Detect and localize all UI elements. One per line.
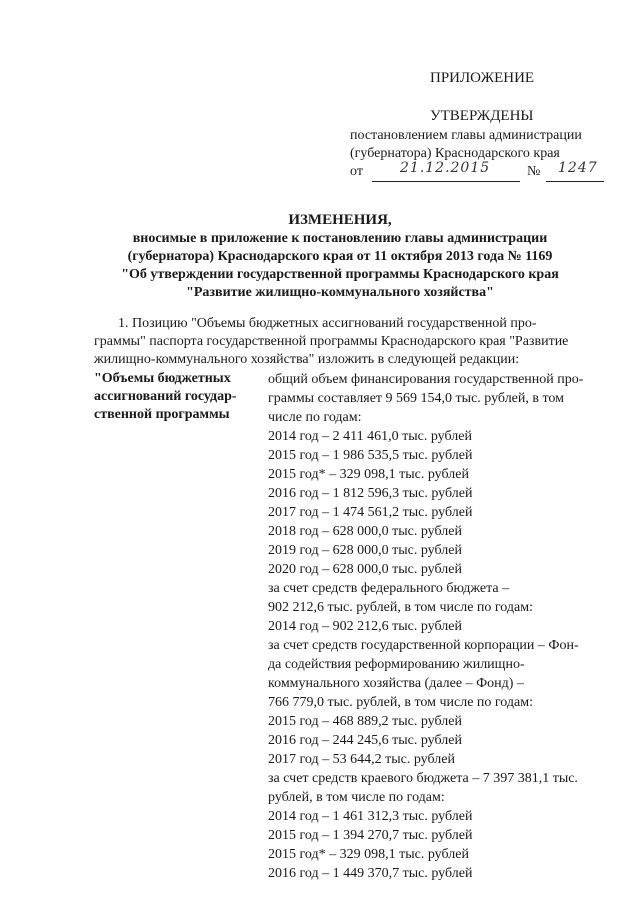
date-underline: [372, 181, 520, 182]
title-line-2: (губернатора) Краснодарского края от 11 октября 2013 года № 1169: [127, 249, 553, 264]
financing-line: коммунального хозяйства (далее – Фонд) –: [268, 676, 524, 691]
financing-line: 2015 год* – 329 098,1 тыс. рублей: [268, 847, 469, 862]
title-line-3: "Об утверждении государственной программы Краснодарского края: [121, 267, 559, 282]
paragraph-line-1: 1. Позицию "Объемы бюджетных ассигнований государственной про-: [118, 316, 537, 331]
financing-line: 2015 год – 1 986 535,5 тыс. рублей: [268, 448, 473, 463]
approved-by-line-1: постановлением главы администрации: [350, 128, 582, 143]
number-label: №: [527, 164, 541, 179]
appendix-label: ПРИЛОЖЕНИЕ: [430, 70, 535, 86]
date-from-label: от: [350, 164, 363, 179]
financing-line: за счет средств государственной корпорации – Фон-: [268, 638, 579, 653]
financing-line: 2015 год – 1 394 270,7 тыс. рублей: [268, 828, 473, 843]
financing-line: 2014 год – 2 411 461,0 тыс. рублей: [268, 429, 472, 444]
financing-line: за счет средств федерального бюджета –: [268, 581, 510, 596]
budget-label-line-1: "Объемы бюджетных: [94, 371, 231, 386]
budget-label-line-3: ственной программы: [94, 407, 230, 422]
financing-line: 2017 год – 53 644,2 тыс. рублей: [268, 752, 455, 767]
paragraph-line-3: жилищно-коммунального хозяйства" изложить в следующей редакции:: [94, 352, 520, 367]
financing-line: 2015 год* – 329 098,1 тыс. рублей: [268, 467, 469, 482]
handwritten-number: 1247: [558, 160, 598, 176]
financing-line: 2016 год – 1 812 596,3 тыс. рублей: [268, 486, 473, 501]
financing-line: 2014 год – 902 212,6 тыс. рублей: [268, 619, 462, 634]
financing-line: 2016 год – 1 449 370,7 тыс. рублей: [268, 866, 473, 881]
financing-line: 2014 год – 1 461 312,3 тыс. рублей: [268, 809, 473, 824]
financing-line: 2018 год – 628 000,0 тыс. рублей: [268, 524, 462, 539]
financing-line: за счет средств краевого бюджета – 7 397 381,1 тыс.: [268, 771, 578, 786]
handwritten-date: 21.12.2015: [400, 160, 491, 176]
financing-line: 2016 год – 244 245,6 тыс. рублей: [268, 733, 462, 748]
financing-line: рублей, в том числе по годам:: [268, 790, 445, 805]
financing-line: числе по годам:: [268, 410, 362, 425]
financing-line: 2020 год – 628 000,0 тыс. рублей: [268, 562, 462, 577]
financing-line: 902 212,6 тыс. рублей, в том числе по годам:: [268, 600, 533, 615]
financing-line: 2017 год – 1 474 561,2 тыс. рублей: [268, 505, 473, 520]
approved-label: УТВЕРЖДЕНЫ: [430, 108, 534, 124]
budget-label-line-2: ассигнований государ-: [94, 389, 237, 404]
financing-line: 2015 год – 468 889,2 тыс. рублей: [268, 714, 462, 729]
number-underline: [546, 181, 604, 182]
paragraph-line-2: граммы" паспорта государственной программы Краснодарского края "Развитие: [94, 334, 569, 349]
approved-by-line-2: (губернатора) Краснодарского края: [350, 146, 560, 161]
financing-line: граммы составляет 9 569 154,0 тыс. рублей, в том: [268, 391, 565, 406]
financing-line: 2019 год – 628 000,0 тыс. рублей: [268, 543, 462, 558]
financing-line: 766 779,0 тыс. рублей, в том числе по годам:: [268, 695, 533, 710]
title-line-1: вносимые в приложение к постановлению главы администрации: [132, 231, 548, 246]
document-title: ИЗМЕНЕНИЯ,: [288, 212, 392, 228]
financing-line: да содействия реформированию жилищно-: [268, 657, 525, 672]
title-line-4: "Развитие жилищно-коммунального хозяйства": [186, 285, 494, 300]
financing-line: общий объем финансирования государственной про-: [268, 372, 584, 387]
